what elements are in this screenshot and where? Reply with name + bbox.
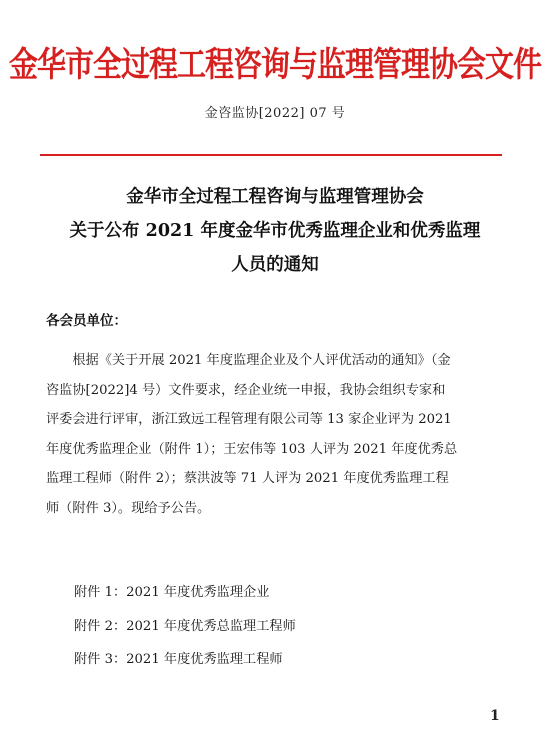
notice-title-line-2: 关于公布 2021 年度金华市优秀监理企业和优秀监理 <box>69 221 481 241</box>
body-line: 咨监协[2022]4 号）文件要求，经企业统一申报，我协会组织专家和 <box>46 382 446 398</box>
red-divider-rule <box>40 154 502 156</box>
page-number: 1 <box>490 708 500 724</box>
notice-title-line-1: 金华市全过程工程咨询与监理管理协会 <box>126 187 424 207</box>
attachment-item: 附件 3：2021 年度优秀监理工程师 <box>74 652 283 667</box>
document-number: 金咨监协[2022] 07 号 <box>204 106 346 121</box>
body-line: 师（附件 3）。现给予公告。 <box>46 500 211 516</box>
body-line: 监理工程师（附件 2）；蔡洪波等 71 人评为 2021 年度优秀监理工程 <box>46 471 449 487</box>
body-paragraph <box>46 346 498 524</box>
attachment-item: 附件 2：2021 年度优秀总监理工程师 <box>74 618 296 634</box>
attachment-item: 附件 1：2021 年度优秀监理企业 <box>74 585 270 600</box>
notice-title-line-3: 人员的通知 <box>231 255 319 275</box>
body-line: 根据《关于开展 2021 年度监理企业及个人评优活动的通知》（金 <box>46 353 451 368</box>
body-line: 评委会进行评审，浙江致远工程管理有限公司等 13 家企业评为 2021 <box>46 412 452 428</box>
salutation: 各会员单位： <box>46 313 127 329</box>
notice-title <box>0 180 550 282</box>
masthead-title: 金华市全过程工程咨询与监理管理协会文件 <box>8 43 541 85</box>
attachment-list <box>74 576 296 677</box>
body-line: 年度优秀监理企业（附件 1）；王宏伟等 103 人评为 2021 年度优秀总 <box>46 441 458 457</box>
